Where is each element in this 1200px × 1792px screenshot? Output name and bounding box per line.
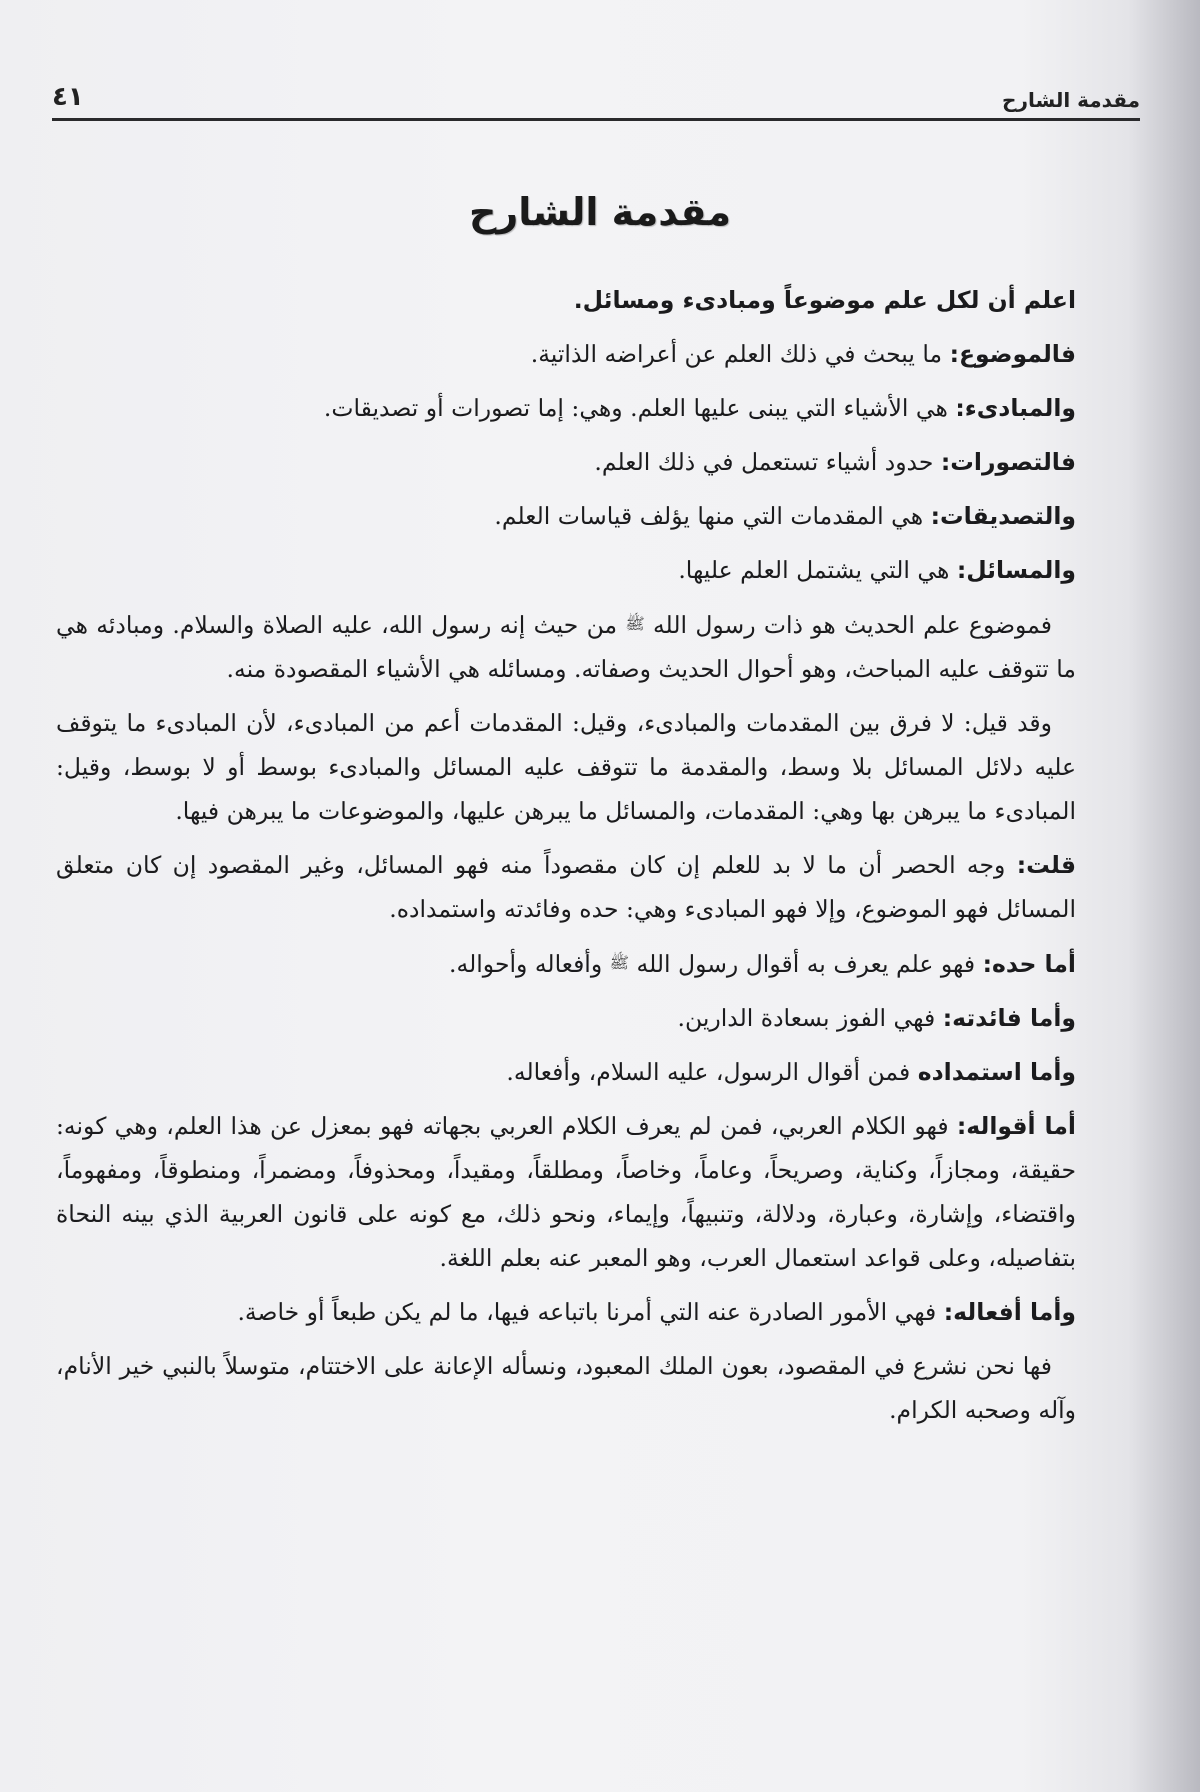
definition-term: والمبادىء: — [955, 394, 1076, 422]
definition-principles — [56, 386, 1076, 430]
paragraph-closing — [56, 1344, 1076, 1432]
paragraph-text: فهو الكلام العربي، فمن لم يعرف الكلام العربي بجهاته فهو بمعزل عن هذا العلم، وهي كونه: حقيقة، ومجازاً، وكناية، وصريحاً، وعاماً، وخاصاً، ومطلقاً، ومقيداً، ومحذوفاً، ومضمراً، ومنطوقاً، ومفهوماً، واقتضاء، وإشارة، وعبارة، ودلالة، وتنبيهاً، وإيماء، ونحو ذلك، مع كونه على قانون العربية الذي بينه النحاة بتفاصيله، وعلى قواعد استعمال العرب، وهو المعبر عنه بعلم اللغة. — [56, 1112, 1076, 1272]
definition-term: أما أقواله: — [956, 1112, 1076, 1140]
body-text — [56, 278, 1076, 1442]
definition-term: فالموضوع: — [949, 340, 1076, 368]
definition-term: فالتصورات: — [940, 448, 1076, 476]
paragraph-qultu — [56, 843, 1076, 931]
definition-conceptions — [56, 440, 1076, 484]
definition-text: هي المقدمات التي منها يؤلف قياسات العلم. — [494, 502, 931, 530]
paragraph-text: فهي الأمور الصادرة عنه التي أمرنا باتباعه فيها، ما لم يكن طبعاً أو خاصة. — [237, 1298, 944, 1326]
paragraph-text: فها نحن نشرع في المقصود، بعون الملك المعبود، ونسأله الإعانة على الاختتام، متوسلاً بالنبي خير الأنام، وآله وصحبه الكرام. — [56, 1352, 1076, 1424]
page-number: ٤١ — [52, 82, 84, 112]
header-rule — [52, 118, 1140, 121]
definition-text: هي الأشياء التي يبنى عليها العلم. وهي: إما تصورات أو تصديقات. — [323, 394, 956, 422]
definition-term: أما حده: — [982, 950, 1076, 978]
chapter-title: مقدمة الشارح — [468, 190, 732, 234]
salawat-honorific-icon: ﷺ — [625, 614, 645, 633]
paragraph-benefit — [56, 996, 1076, 1040]
paragraph-definition — [56, 941, 1076, 986]
paragraph-hadith-subject — [56, 602, 1076, 691]
paragraph-text: وأفعاله وأحواله. — [449, 950, 610, 978]
running-title: مقدمة الشارح — [1002, 88, 1140, 112]
paragraph-source — [56, 1050, 1076, 1094]
paragraph-intro — [56, 278, 1076, 322]
paragraph-text: اعلم أن لكل علم موضوعاً ومبادىء ومسائل. — [573, 286, 1076, 314]
paragraph-text: من حيث إنه رسول الله، عليه الصلاة والسلام. ومبادئه هي ما تتوقف عليه المباحث، وهو أحوال الحديث وصفاته. ومسائله هي الأشياء المقصودة منه. — [56, 611, 1076, 683]
definition-issues — [56, 548, 1076, 592]
paragraph-text: فمن أقوال الرسول، عليه السلام، وأفعاله. — [506, 1058, 918, 1086]
paragraph-text: وجه الحصر أن ما لا بد للعلم إن كان مقصوداً منه فهو المسائل، وغير المقصود إن كان متعلق المسائل فهو الموضوع، وإلا فهو المبادىء وهي: حده وفائدته واستمداده. — [56, 851, 1076, 923]
salawat-honorific-icon: ﷺ — [609, 953, 629, 972]
definition-term: والتصديقات: — [930, 502, 1076, 530]
definition-text: ما يبحث في ذلك العلم عن أعراضه الذاتية. — [530, 340, 950, 368]
paragraph-text-before: فهو علم يعرف به أقوال رسول الله — [629, 950, 983, 978]
definition-term: وأما فائدته: — [942, 1004, 1076, 1032]
definition-term: والمسائل: — [956, 556, 1076, 584]
running-header — [52, 78, 1140, 112]
paragraph-sayings — [56, 1104, 1076, 1280]
definition-term: وأما أفعاله: — [943, 1298, 1076, 1326]
paragraph-premises — [56, 701, 1076, 833]
paragraph-text-before: فموضوع علم الحديث هو ذات رسول الله — [644, 611, 1052, 639]
paragraph-text: فهي الفوز بسعادة الدارين. — [677, 1004, 943, 1032]
definition-term: وأما استمداده — [917, 1058, 1076, 1086]
definition-assertions — [56, 494, 1076, 538]
definition-term: قلت: — [1016, 851, 1076, 879]
definition-text: هي التي يشتمل العلم عليها. — [678, 556, 957, 584]
definition-subject — [56, 332, 1076, 376]
paragraph-deeds — [56, 1290, 1076, 1334]
paragraph-text: وقد قيل: لا فرق بين المقدمات والمبادىء، وقيل: المقدمات أعم من المبادىء، لأن المبادىء ما يتوقف عليه دلائل المسائل بلا وسط، والمقدمة ما تتوقف عليه المسائل والمبادىء بوسط أو لا بوسط، وقيل: المبادىء ما يبرهن بها وهي: المقدمات، والمسائل ما يبرهن عليها، والموضوعات ما يبرهن فيها. — [56, 709, 1076, 825]
definition-text: حدود أشياء تستعمل في ذلك العلم. — [594, 448, 941, 476]
